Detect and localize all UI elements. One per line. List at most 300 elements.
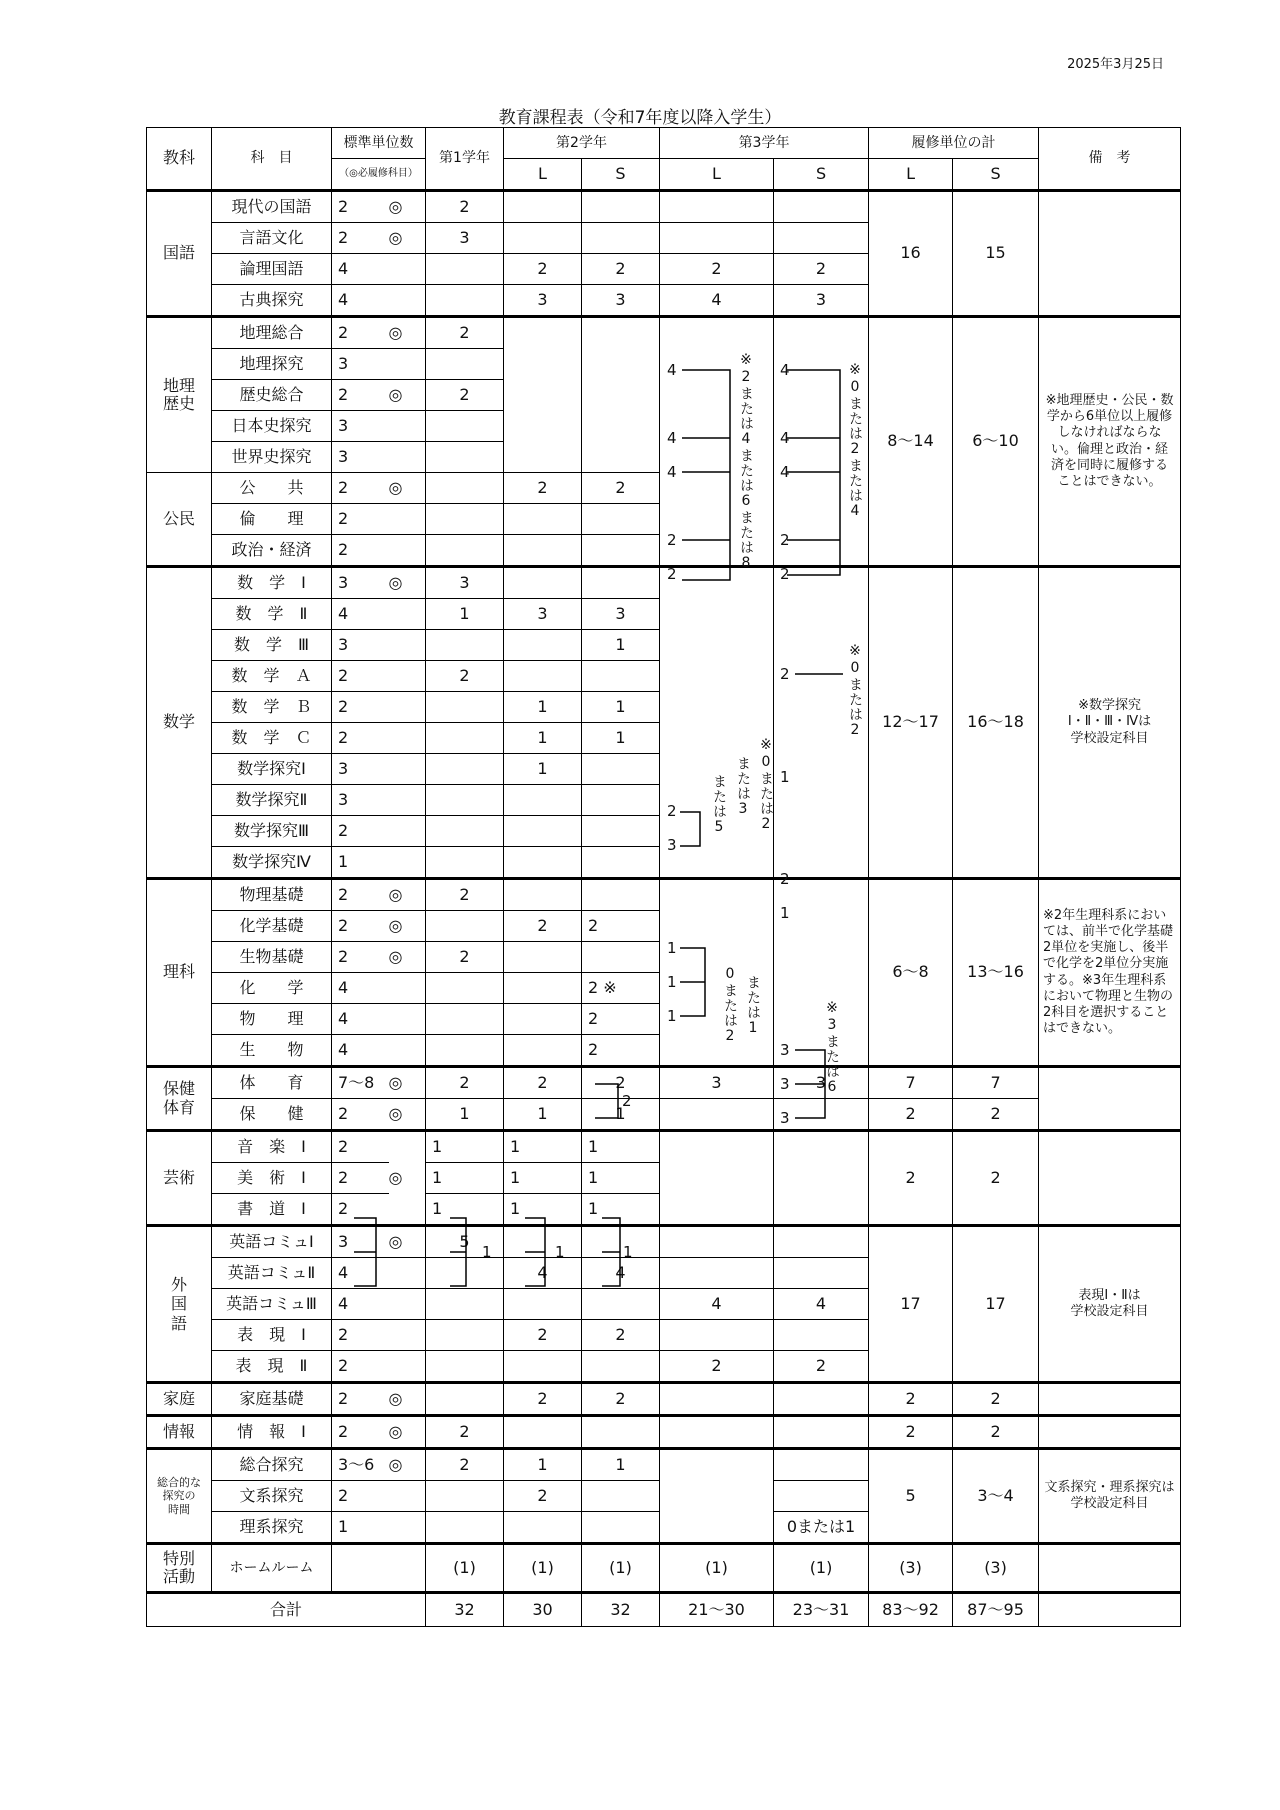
g2S-cell [582,504,660,535]
g1-total: 32 [426,1593,504,1627]
std-units: 3 [332,1226,389,1258]
tot-S: 2 [953,1099,1039,1131]
g3S-cell: 2 [774,254,869,285]
g2S-cell: 2 [582,473,660,504]
g2S-cell: 4 [582,1258,660,1289]
g2L-cell [504,1289,582,1320]
g1-cell [426,1383,504,1416]
std-units: 2 [332,504,389,535]
kyoka-geijutsu: 芸術 [147,1131,212,1226]
g2L-cell: 2 [504,1067,582,1099]
kyoka-hoken: 保健 体育 [147,1067,212,1131]
subject-name: 世界史探究 [212,442,332,473]
g2S-cell: 2 [582,911,660,942]
math-g3S-c: 1 [780,768,790,786]
biko-katei [1039,1383,1181,1416]
sci-g3S-note: ※3または6 [824,1000,840,1096]
total-label: 合計 [147,1593,426,1627]
header-kyoka: 教科 [147,128,212,191]
kyoka-gaikoku: 外 国 語 [147,1226,212,1383]
std-units: 3 [332,754,389,785]
tot-S: 2 [953,1416,1039,1449]
g3L-cell: 4 [660,285,774,317]
header-hyojun: 標準単位数 [332,128,426,159]
required-mark [389,847,426,879]
table-row [147,1544,1181,1593]
kyoka-rika: 理科 [147,879,212,1067]
soc-g3S-note: ※0または2または4 [847,362,863,520]
math-g3S-note: ※0または2 [847,643,863,739]
table-row [147,879,1181,911]
header-total: 履修単位の計 [869,128,1039,159]
header-g3-L: L [660,159,774,191]
std-units: 2 [332,473,389,504]
tot-S: 2 [953,1131,1039,1226]
std-units: 2 [332,223,389,254]
soc-g3L-note: ※2または4または6または8 [738,352,754,572]
subject-name: 日本史探究 [212,411,332,442]
header-g2: 第2学年 [504,128,660,159]
required-mark [389,754,426,785]
header-tot-S: S [953,159,1039,191]
soc-g3L-v4: 2 [667,531,677,549]
tot-L: 16 [869,191,953,317]
g2S-cell: 1 [582,1449,660,1481]
table-row [147,1416,1181,1449]
subject-name: 数 学 Ⅱ [212,599,332,630]
header-g3-S: S [774,159,869,191]
kyoka-kokugo: 国語 [147,191,212,317]
art-g1-brace: 1 [482,1243,492,1261]
std-units: 2 [332,1320,389,1351]
required-mark [389,1035,426,1067]
art-g2L-brace: 1 [555,1243,565,1261]
g3L-cell [660,1320,774,1351]
std-units: 2 [332,535,389,567]
g2S-cell [582,942,660,973]
required-mark [389,349,426,380]
g2L-cell [504,785,582,816]
g2L-cell: 2 [504,1481,582,1512]
tot-S: (3) [953,1544,1039,1593]
std-units: 1 [332,847,389,879]
g2S-cell [582,879,660,911]
g1-cell: 2 [426,1067,504,1099]
header-g3: 第3学年 [660,128,869,159]
g1-cell [426,535,504,567]
required-mark [389,1004,426,1035]
sci-g3S-v1: 3 [780,1041,790,1059]
biko-geijutsu [1039,1131,1181,1226]
g2S-cell: 1 [582,723,660,754]
g1-cell: 2 [426,942,504,973]
biko-tokubetsu [1039,1544,1181,1593]
kyoka-sogo: 総合的な 探究の 時間 [147,1449,212,1544]
g1-cell: 1 [426,1194,504,1226]
g3S-cell: 4 [774,1289,869,1320]
required-mark: ◎ [389,1131,426,1226]
g2L-cell [504,847,582,879]
required-mark: ◎ [389,191,426,223]
g1-cell [426,723,504,754]
subject-name: ホームルーム [212,1544,332,1593]
tot-L: 2 [869,1099,953,1131]
g3L-cell: 2 [660,254,774,285]
soc-g3S-v4: 2 [780,531,790,549]
required-mark: ◎ [389,223,426,254]
g3L-cell: 3 [660,1067,774,1099]
subject-name: 保 健 [212,1099,332,1131]
std-units: 2 [332,879,389,911]
tot-S: 6～10 [953,317,1039,567]
g3S-cell [774,1449,869,1481]
subject-name: 情 報 Ⅰ [212,1416,332,1449]
subject-name: 生 物 [212,1035,332,1067]
g2S-cell: 2 [582,254,660,285]
std-units: 4 [332,285,389,317]
g2L-cell [504,223,582,254]
g2L-cell: 2 [504,473,582,504]
g1-cell [426,254,504,285]
subject-name: 表 現 Ⅱ [212,1351,332,1383]
kyoka-sugaku: 数学 [147,567,212,879]
table-row [147,1131,1181,1163]
soc-g3S-v1: 4 [780,361,790,379]
g2L-cell [504,1416,582,1449]
std-units: 2 [332,911,389,942]
required-mark [389,1351,426,1383]
biko-sogo: 文系探究・理系探究は学校設定科目 [1039,1449,1181,1544]
required-mark [389,504,426,535]
g3S-total: 23～31 [774,1593,869,1627]
subject-name: 理系探究 [212,1512,332,1544]
g3S-cell [774,1416,869,1449]
math-g3L-a: 2 [667,802,677,820]
required-mark [389,1258,426,1289]
kyoka-tokubetsu: 特別 活動 [147,1544,212,1593]
g2L-cell [504,317,582,473]
subject-name: 歴史総合 [212,380,332,411]
tot-L: 12～17 [869,567,953,879]
std-units: 1 [332,1512,389,1544]
biko-total [1039,1593,1181,1627]
g1-cell [426,349,504,380]
g3S-cell [774,1131,869,1226]
tot-S: 16～18 [953,567,1039,879]
header-hyojun-note: （◎必履修科目） [332,159,426,191]
subject-name: 現代の国語 [212,191,332,223]
subject-name: 数 学 Ⅲ [212,630,332,661]
g3S-cell: 3 [774,1067,869,1099]
required-mark [389,535,426,567]
required-mark: ◎ [389,473,426,504]
g2L-cell: 4 [504,1258,582,1289]
g2L-cell: 1 [504,1194,582,1226]
tot-L: 7 [869,1067,953,1099]
biko-sugaku: ※数学探究 Ⅰ・Ⅱ・Ⅲ・Ⅳは 学校設定科目 [1039,567,1181,879]
g1-cell [426,692,504,723]
biko-rika: ※2年生理科系においては、前半で化学基礎2単位を実施し、後半で化学を2単位分実施する。※3年生理科系において物理と生物の2科目を選択することはできない。 [1039,879,1181,1067]
sci-g3L-note2: または1 [745,975,761,1037]
std-units: 2 [332,723,389,754]
g1-cell [426,442,504,473]
g2L-cell [504,1226,582,1258]
subject-name: 数 学 Ａ [212,661,332,692]
subject-name: 数 学 Ｃ [212,723,332,754]
std-units: 2 [332,1131,389,1163]
soc-g3S-v5: 2 [780,565,790,583]
g2L-cell: 3 [504,599,582,630]
g2L-cell: 1 [504,723,582,754]
subject-name: 数学探究Ⅰ [212,754,332,785]
subject-name: 表 現 Ⅰ [212,1320,332,1351]
g1-cell [426,847,504,879]
std-units: 2 [332,1481,389,1512]
g2S-cell: 2 [582,1004,660,1035]
g1-cell: 2 [426,1449,504,1481]
g2S-cell: 1 [582,1163,660,1194]
g2L-cell: 1 [504,1131,582,1163]
required-mark [389,785,426,816]
std-units: 4 [332,973,389,1004]
g2L-cell [504,661,582,692]
subject-name: 家庭基礎 [212,1383,332,1416]
g3S-cell [774,1320,869,1351]
g3L-cell [660,223,774,254]
std-units: 2 [332,692,389,723]
g1-cell: 3 [426,223,504,254]
sci-g3S-v3: 3 [780,1109,790,1127]
g1-cell: 2 [426,317,504,349]
g2S-cell [582,1481,660,1512]
g1-cell: 2 [426,380,504,411]
tot-L: 2 [869,1131,953,1226]
std-units: 2 [332,191,389,223]
tot-S: 15 [953,191,1039,317]
g2L-cell [504,630,582,661]
g2L-cell [504,504,582,535]
g2L-cell: 1 [504,754,582,785]
biko-gaikoku: 表現Ⅰ・Ⅱは 学校設定科目 [1039,1226,1181,1383]
subject-name: 書 道 Ⅰ [212,1194,332,1226]
required-mark: ◎ [389,1099,426,1131]
g1-cell [426,504,504,535]
tot-L: 2 [869,1383,953,1416]
g1-cell: 1 [426,1131,504,1163]
subject-name: 数 学 Ｂ [212,692,332,723]
g3L-cell: 2 [660,1351,774,1383]
subject-name: 数学探究Ⅳ [212,847,332,879]
g2L-total: 30 [504,1593,582,1627]
sci-g3L-v3: 1 [667,1007,677,1025]
table-row [147,1449,1181,1481]
g1-cell: 1 [426,1163,504,1194]
g3S-cell: 2 [774,1351,869,1383]
g3L-social-block [660,317,774,567]
std-units: 2 [332,380,389,411]
required-mark: ◎ [389,1226,426,1258]
page-title: 教育課程表（令和7年度以降入学生） [498,108,782,128]
g1-cell [426,911,504,942]
soc-g3L-v2: 4 [667,429,677,447]
subject-name: 数 学 Ⅰ [212,567,332,599]
g3S-cell: (1) [774,1544,869,1593]
std-units: 4 [332,1035,389,1067]
subject-name: 物理基礎 [212,879,332,911]
g2L-cell: (1) [504,1544,582,1593]
tot-L: 17 [869,1226,953,1383]
g1-cell [426,1481,504,1512]
g1-cell [426,1004,504,1035]
g2S-cell [582,191,660,223]
g2S-cell: 2 ※ [582,973,660,1004]
std-units [332,1544,426,1593]
g1-cell: (1) [426,1544,504,1593]
required-mark: ◎ [389,567,426,599]
g2S-cell [582,567,660,599]
subject-name: 英語コミュⅠ [212,1226,332,1258]
subject-name: 数学探究Ⅲ [212,816,332,847]
required-mark [389,411,426,442]
g2L-cell [504,1004,582,1035]
required-mark [389,442,426,473]
g3L-cell [660,1258,774,1289]
sci-g3L-v1: 1 [667,939,677,957]
g2S-cell: 1 [582,1099,660,1131]
g3L-cell [660,1131,774,1226]
g2L-cell: 2 [504,911,582,942]
table-row [147,567,1181,599]
required-mark [389,599,426,630]
required-mark [389,630,426,661]
header-kamoku: 科 目 [212,128,332,191]
g2L-cell [504,973,582,1004]
g2L-cell [504,942,582,973]
g2S-cell: 1 [582,692,660,723]
g1-cell [426,473,504,504]
required-mark: ◎ [389,317,426,349]
subject-name: 論理国語 [212,254,332,285]
g1-cell [426,411,504,442]
table-row [147,1067,1181,1099]
g2S-cell [582,847,660,879]
required-mark: ◎ [389,911,426,942]
tot-L: 5 [869,1449,953,1544]
g1-cell: 1 [426,1099,504,1131]
header-tot-L: L [869,159,953,191]
g2L-cell [504,567,582,599]
curriculum-table [146,127,1181,1627]
std-units: 2 [332,816,389,847]
tot-S-total: 87～95 [953,1593,1039,1627]
g3L-cell: 4 [660,1289,774,1320]
g1-cell [426,285,504,317]
g2S-cell [582,754,660,785]
std-units: 3 [332,630,389,661]
g2S-cell: 1 [582,1194,660,1226]
g1-cell [426,630,504,661]
subject-name: 生物基礎 [212,942,332,973]
math-g3L-b: 3 [667,836,677,854]
std-units: 2 [332,1416,389,1449]
subject-name: 化学基礎 [212,911,332,942]
g2S-cell: (1) [582,1544,660,1593]
soc-g3S-v2: 4 [780,429,790,447]
g2L-cell: 1 [504,1449,582,1481]
kyoka-joho: 情報 [147,1416,212,1449]
tot-L: 8～14 [869,317,953,567]
g1-cell [426,816,504,847]
g3S-cell: 0または1 [774,1512,869,1544]
g2S-cell: 3 [582,285,660,317]
kyoka-chireki: 地理 歴史 [147,317,212,473]
subject-name: 文系探究 [212,1481,332,1512]
g1-cell [426,754,504,785]
g2S-cell [582,785,660,816]
g2S-cell [582,223,660,254]
std-units: 2 [332,1099,389,1131]
g3L-total: 21～30 [660,1593,774,1627]
g3L-cell [660,1099,774,1131]
g1-cell [426,785,504,816]
header-g2-L: L [504,159,582,191]
table-row [147,1226,1181,1258]
g2S-cell: 1 [582,630,660,661]
math-g3L-note2: または3 [735,756,751,818]
g2L-cell [504,191,582,223]
subject-name: 物 理 [212,1004,332,1035]
std-units: 7～8 [332,1067,389,1099]
sci-g3S-v2: 3 [780,1075,790,1093]
table-row [147,1383,1181,1416]
g1-cell [426,1351,504,1383]
subject-name: 音 楽 Ⅰ [212,1131,332,1163]
art-g2S-brace: 1 [623,1243,633,1261]
std-units: 4 [332,1258,389,1289]
required-mark [389,692,426,723]
g2L-cell: 3 [504,285,582,317]
math-g3S-t3: 2 [780,870,790,888]
required-mark [389,254,426,285]
required-mark [389,973,426,1004]
g2L-cell: 2 [504,1383,582,1416]
g2S-cell [582,1351,660,1383]
biko-social: ※地理歴史・公民・数学から6単位以上履修しなければならない。倫理と政治・経済を同時に履修することはできない。 [1039,317,1181,567]
required-mark [389,285,426,317]
tot-S: 17 [953,1226,1039,1383]
g3L-cell [660,1226,774,1258]
g2S-cell: 2 [582,1035,660,1067]
soc-g3S-v3: 4 [780,463,790,481]
g1-cell [426,1258,504,1289]
std-units: 4 [332,599,389,630]
g1-cell: 1 [426,599,504,630]
required-mark [389,1481,426,1512]
biko-hoken [1039,1067,1181,1131]
tot-S: 2 [953,1383,1039,1416]
subject-name: 古典探究 [212,285,332,317]
subject-name: 公 共 [212,473,332,504]
header-g1: 第1学年 [426,128,504,191]
g3S-cell [774,1481,869,1512]
g3S-cell [774,1258,869,1289]
std-units: 3 [332,567,389,599]
g2S-cell [582,1289,660,1320]
g2L-cell: 1 [504,1163,582,1194]
subject-name: 数学探究Ⅱ [212,785,332,816]
required-mark [389,723,426,754]
g3L-cell [660,1383,774,1416]
